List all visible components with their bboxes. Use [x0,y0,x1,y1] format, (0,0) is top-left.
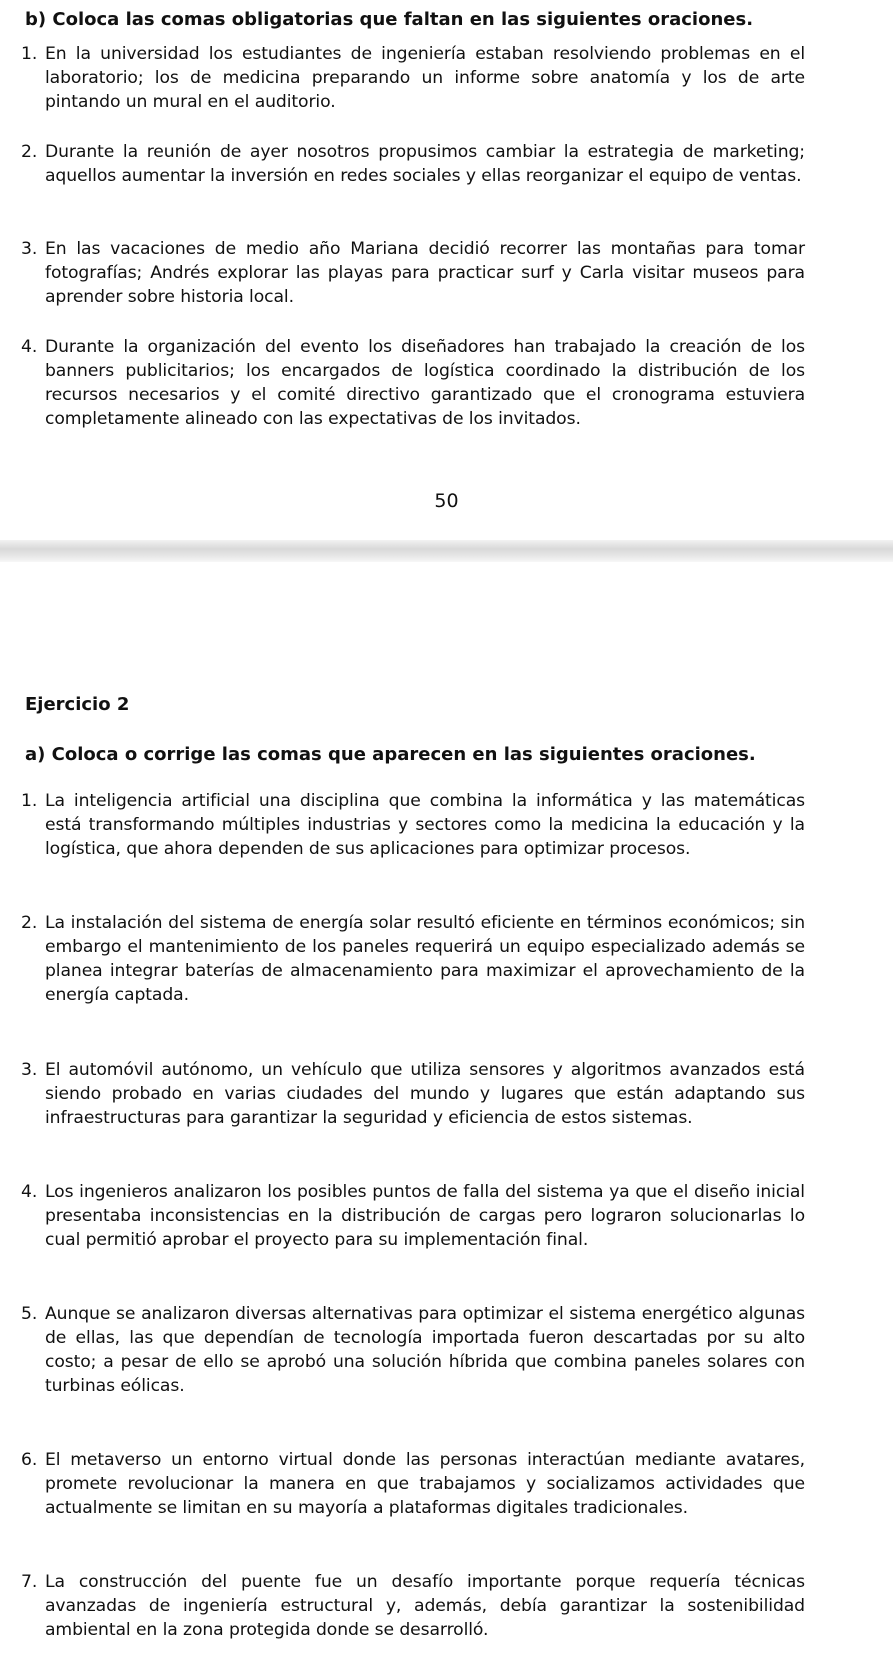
item-number: 3. [21,239,38,259]
exercise-title: Ejercicio 2 [25,694,130,715]
item-text: El metaverso un entorno virtual donde las personas interactúan mediante avatares, promete revolucionar la manera en que trabajamos y socializamos actividades que actualmente se limitan en su mayoría a plataformas digitales tradicionales. [45,1450,805,1518]
list-item [21,1302,805,1398]
page-number: 50 [434,490,459,512]
item-text: Durante la reunión de ayer nosotros propusimos cambiar la estrategia de marketing; aquellos aumentar la inversión en redes sociales y ellas reorganizar el equipo de ventas. [45,142,805,186]
item-text: Durante la organización del evento los diseñadores han trabajado la creación de los banners publicitarios; los encargados de logística coordinado la distribución de los recursos necesarios y el comité directivo garantizado que el cronograma estuviera completamente alineado con las expectativas de los invitados. [45,337,805,429]
item-text: En la universidad los estudiantes de ingeniería estaban resolviendo problemas en el laboratorio; los de medicina preparando un informe sobre anatomía y los de arte pintando un mural en el auditorio. [45,44,805,112]
item-number: 6. [21,1450,38,1470]
list-item [21,1570,805,1642]
list-item [21,911,805,1007]
item-number: 4. [21,1182,38,1202]
item-text: El automóvil autónomo, un vehículo que utiliza sensores y algoritmos avanzados está siendo probado en varias ciudades del mundo y lugares que están adaptando sus infraestructuras para garantizar la seguridad y eficiencia de estos sistemas. [45,1060,805,1128]
item-number: 1. [21,44,38,64]
list-item [21,1448,805,1520]
item-number: 1. [21,791,38,811]
item-number: 4. [21,337,38,357]
item-number: 3. [21,1060,38,1080]
item-text: La instalación del sistema de energía solar resultó eficiente en términos económicos; sin embargo el mantenimiento de los paneles requerirá un equipo especializado además se planea integrar baterías de almacenamiento para maximizar el aprovechamiento de la energía captada. [45,913,805,1005]
list-item [21,237,805,309]
item-number: 2. [21,142,38,162]
list-item [21,335,805,431]
list-item [21,789,805,861]
item-text: La inteligencia artificial una disciplina que combina la informática y las matemáticas está transformando múltiples industrias y sectores como la medicina la educación y la logística, que ahora dependen de sus aplicaciones para optimizar procesos. [45,791,805,859]
item-text: Aunque se analizaron diversas alternativas para optimizar el sistema energético algunas de ellas, las que dependían de tecnología importada fueron descartadas por su alto costo; a pesar de ello se aprobó una solución híbrida que combina paneles solares con turbinas eólicas. [45,1304,805,1396]
page-bottom [0,562,893,1673]
page-separator [0,540,893,562]
list-item [21,1180,805,1252]
item-number: 7. [21,1572,38,1592]
section-b-title: b) Coloca las comas obligatorias que faltan en las siguientes oraciones. [25,9,754,30]
item-text: En las vacaciones de medio año Mariana decidió recorrer las montañas para tomar fotografías; Andrés explorar las playas para practicar surf y Carla visitar museos para aprender sobre historia local. [45,239,805,307]
list-item [21,140,805,188]
item-text: La construcción del puente fue un desafío importante porque requería técnicas avanzadas de ingeniería estructural y, además, debía garantizar la sostenibilidad ambiental en la zona protegida donde se desarrolló. [45,1572,805,1640]
item-text: Los ingenieros analizaron los posibles puntos de falla del sistema ya que el diseño inicial presentaba inconsistencias en la distribución de cargas pero lograron solucionarlas lo cual permitió aprobar el proyecto para su implementación final. [45,1182,805,1250]
list-item [21,1058,805,1130]
item-number: 5. [21,1304,38,1324]
item-number: 2. [21,913,38,933]
list-item [21,42,805,114]
exercise-subtitle: a) Coloca o corrige las comas que aparecen en las siguientes oraciones. [25,744,756,765]
page-top [0,0,893,540]
